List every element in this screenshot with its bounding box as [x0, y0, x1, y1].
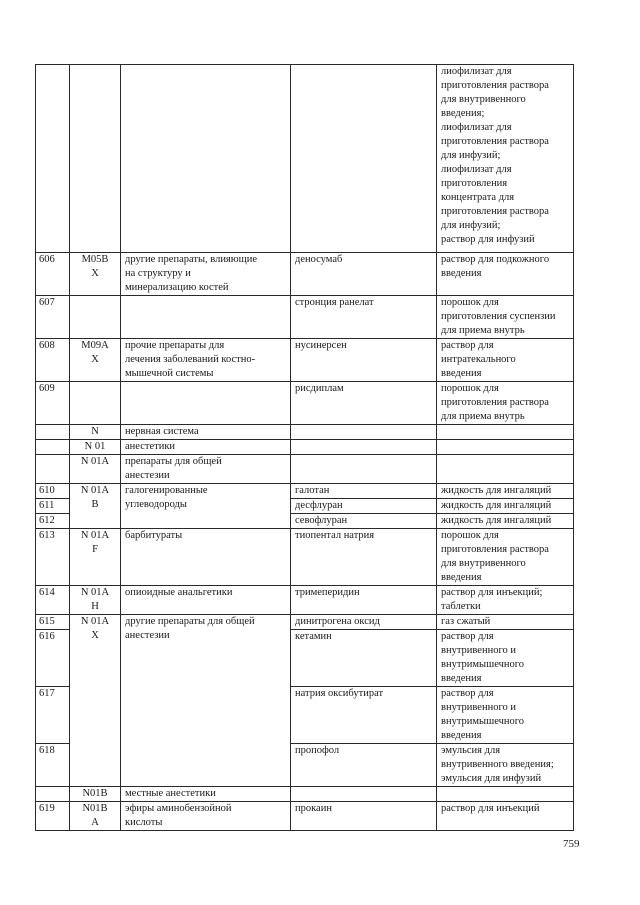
table-row [36, 802, 574, 831]
drug-name: галотан [291, 484, 437, 499]
group-name: эфиры аминобензойной кислоты [121, 802, 291, 831]
atc-code: N 01 [70, 440, 121, 455]
group-name [121, 296, 291, 339]
dosage-form: жидкость для ингаляций [437, 484, 574, 499]
row-number: 615 [36, 615, 70, 630]
drug-name: тримеперидин [291, 586, 437, 615]
drug-name: натрия оксибутират [291, 687, 437, 744]
atc-code: M09A X [70, 339, 121, 382]
atc-code: N 01A F [70, 529, 121, 586]
dosage-form: жидкость для ингаляций [437, 514, 574, 529]
drug-name: тиопентал натрия [291, 529, 437, 586]
table-row [36, 529, 574, 586]
group-name: другие препараты, влияющие на структуру и минерализацию костей [121, 253, 291, 296]
dosage-form: раствор для внутривенного и внутримышечного введения [437, 630, 574, 687]
row-number: 613 [36, 529, 70, 586]
atc-code: N 01A H [70, 586, 121, 615]
drug-name: пропофол [291, 744, 437, 787]
atc-code: N 01A B [70, 484, 121, 529]
dosage-form: порошок для приготовления раствора для приема внутрь [437, 382, 574, 425]
atc-code: N [70, 425, 121, 440]
dosage-form: лиофилизат для приготовления раствора для внутривенного введения; лиофилизат для приготовления раствора для инфузий; лиофилизат для приготовления концентрата для приготовления раствора для инфузий; раствор для инфузий [437, 65, 574, 253]
row-number: 616 [36, 630, 70, 687]
row-number: 612 [36, 514, 70, 529]
row-number [36, 440, 70, 455]
atc-code: N01B A [70, 802, 121, 831]
group-name: другие препараты для общей анестезии [121, 615, 291, 787]
group-name: галогенированные углеводороды [121, 484, 291, 529]
row-number: 619 [36, 802, 70, 831]
table-row [36, 787, 574, 802]
table-row [36, 455, 574, 484]
drug-name: стронция ранелат [291, 296, 437, 339]
drug-name: десфлуран [291, 499, 437, 514]
atc-code: N01B [70, 787, 121, 802]
table-row [36, 65, 574, 253]
drug-table [35, 64, 574, 831]
drug-name: кетамин [291, 630, 437, 687]
group-name: местные анестетики [121, 787, 291, 802]
dosage-form [437, 787, 574, 802]
drug-name [291, 65, 437, 253]
row-number: 610 [36, 484, 70, 499]
row-number: 607 [36, 296, 70, 339]
drug-name [291, 425, 437, 440]
row-number: 611 [36, 499, 70, 514]
row-number: 608 [36, 339, 70, 382]
row-number [36, 65, 70, 253]
dosage-form: раствор для инъекций; таблетки [437, 586, 574, 615]
table-row [36, 339, 574, 382]
dosage-form: раствор для инъекций [437, 802, 574, 831]
dosage-form: раствор для подкожного введения [437, 253, 574, 296]
drug-name: деносумаб [291, 253, 437, 296]
atc-code [70, 296, 121, 339]
dosage-form: раствор для интратекального введения [437, 339, 574, 382]
row-number: 618 [36, 744, 70, 787]
group-name: нервная система [121, 425, 291, 440]
dosage-form: эмульсия для внутривенного введения; эмульсия для инфузий [437, 744, 574, 787]
atc-code [70, 65, 121, 253]
row-number: 617 [36, 687, 70, 744]
drug-name [291, 455, 437, 484]
dosage-form [437, 440, 574, 455]
drug-name: нусинерсен [291, 339, 437, 382]
dosage-form: жидкость для ингаляций [437, 499, 574, 514]
row-number: 614 [36, 586, 70, 615]
dosage-form: порошок для приготовления суспензии для приема внутрь [437, 296, 574, 339]
table-row [36, 296, 574, 339]
table-row [36, 382, 574, 425]
dosage-form: раствор для внутривенного и внутримышечного введения [437, 687, 574, 744]
row-number [36, 425, 70, 440]
group-name: препараты для общей анестезии [121, 455, 291, 484]
row-number [36, 455, 70, 484]
table-row [36, 615, 574, 630]
group-name: опиоидные анальгетики [121, 586, 291, 615]
page-number: 759 [563, 838, 580, 850]
dosage-form: газ сжатый [437, 615, 574, 630]
drug-name: рисдиплам [291, 382, 437, 425]
group-name [121, 382, 291, 425]
atc-code: M05B X [70, 253, 121, 296]
dosage-form [437, 455, 574, 484]
row-number [36, 787, 70, 802]
drug-name: прокаин [291, 802, 437, 831]
row-number: 609 [36, 382, 70, 425]
group-name: барбитураты [121, 529, 291, 586]
table-row [36, 253, 574, 296]
table-row [36, 586, 574, 615]
table-row [36, 425, 574, 440]
drug-name [291, 787, 437, 802]
group-name: прочие препараты для лечения заболеваний костно- мышечной системы [121, 339, 291, 382]
group-name: анестетики [121, 440, 291, 455]
row-number: 606 [36, 253, 70, 296]
atc-code [70, 382, 121, 425]
drug-name [291, 440, 437, 455]
dosage-form [437, 425, 574, 440]
atc-code: N 01A X [70, 615, 121, 787]
table-row [36, 484, 574, 499]
drug-name: динитрогена оксид [291, 615, 437, 630]
dosage-form: порошок для приготовления раствора для внутривенного введения [437, 529, 574, 586]
drug-name: севофлуран [291, 514, 437, 529]
table-row [36, 440, 574, 455]
group-name [121, 65, 291, 253]
atc-code: N 01A [70, 455, 121, 484]
